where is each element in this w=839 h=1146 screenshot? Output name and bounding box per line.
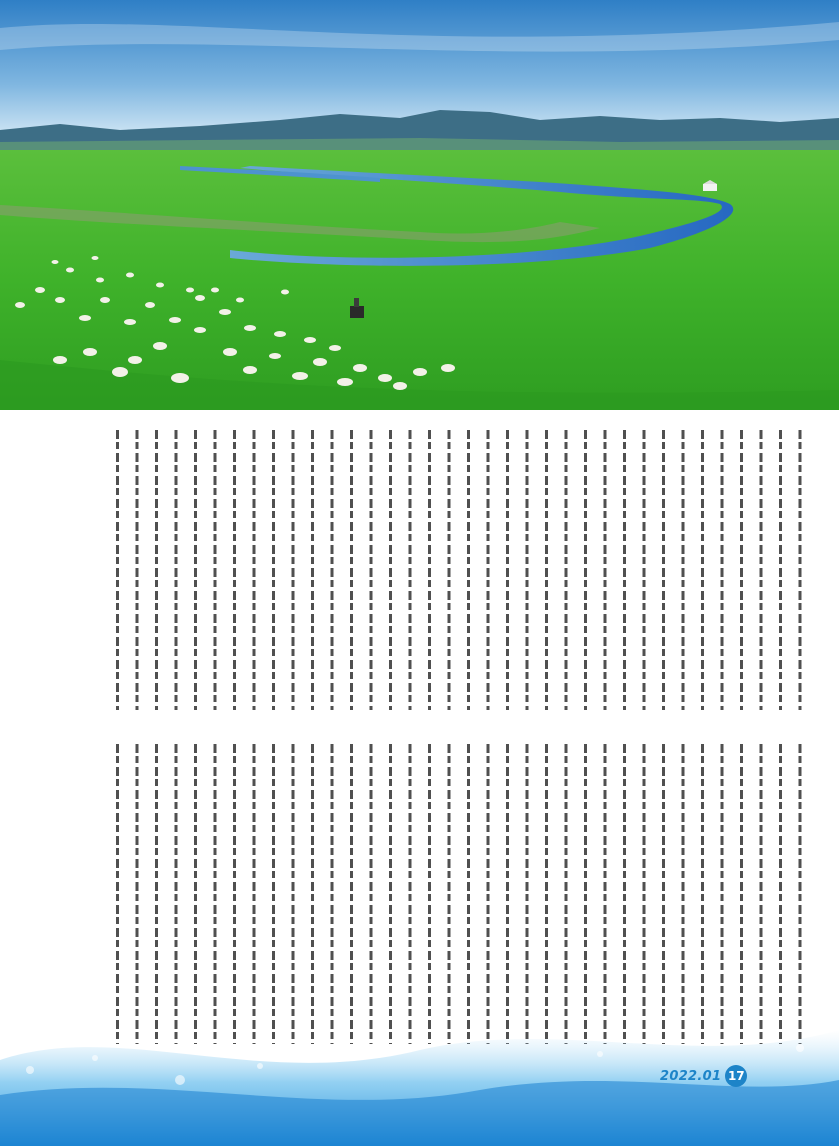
mongolian-text-columns-lower: [110, 744, 802, 1044]
issue-date: 2022.01: [660, 1068, 722, 1084]
page-footer: [660, 1064, 747, 1088]
page-number-badge: 17: [725, 1065, 747, 1087]
mongolian-text-columns-upper: [110, 430, 802, 710]
landscape-photo: [0, 0, 839, 410]
